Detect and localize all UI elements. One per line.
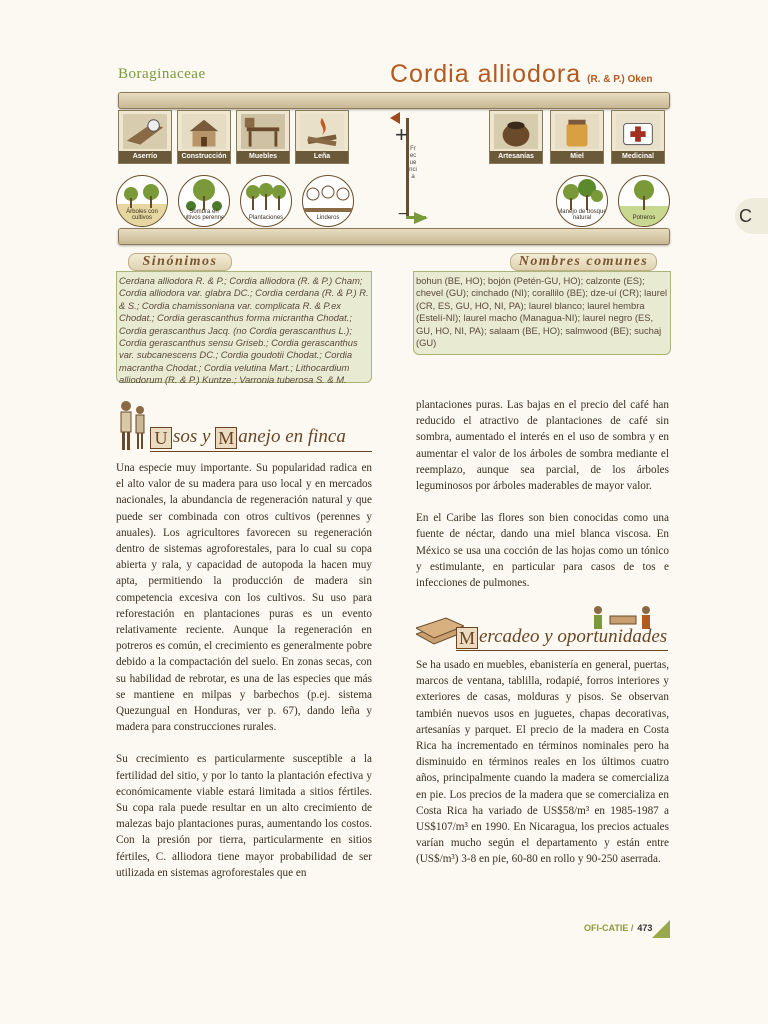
usos-manejo-heading (150, 426, 346, 449)
section-letter-tab: C (735, 198, 768, 234)
system-label: Potreros (632, 215, 656, 221)
species-author: (R. & P.) Oken (587, 74, 653, 85)
mercadeo-heading-text: ercadeo y oportunidades (479, 626, 668, 647)
use-icon-artesanias (489, 110, 543, 164)
use-label: Artesanías (490, 151, 542, 163)
use-label: Construcción (178, 151, 230, 163)
usos-cap-u: U (150, 427, 172, 449)
mercadeo-heading (456, 626, 667, 649)
use-icon-medicinal (611, 110, 665, 164)
right-paragraph-2: En el Caribe las flores son bien conocidas como una fuente de néctar, dando una miel blanca viscosa. En México se usa una cocción de las hojas como un tónico y estimulante, en particular para casos de tos e infecciones de pulmones. (416, 512, 669, 590)
bottom-decorative-bar (118, 228, 670, 245)
page-footer (584, 923, 652, 933)
sinonimos-heading: Sinónimos (128, 253, 232, 271)
furniture-icon (241, 114, 285, 149)
house-icon (182, 114, 226, 149)
mercadeo-paragraph-1: Se ha usado en muebles, ebanistería en general, puertas, marcos de ventana, tablilla, rodapié, forros interiores y exteriores de casas, molduras y pisos. Se observan también nuevos usos en juguetes, chapas decorativas, artesanías y parquet. El precio de la madera en Costa Rica ha incrementado en términos nominales pero ha disminuido en términos reales en los últimos cuatro años, principalmente cuando la madera se comercializa en pie. Los precios de la madera que se comercializa en Costa Rica ha variado de US$58/m³ en 1985-1987 a US$107/m³ en 1990. En Nicaragua, los precios actuales varían mucho según el departamento y están entre (US$/m³) 3-8 en pie, 60-80 en rollo y 90-250 aserrada. (416, 659, 669, 866)
nombres-comunes-text: bohun (BE, HO); bojón (Petén-GU, HO); calzonte (ES); chevel (GU); cinchado (NI); corallilo (BE); dze-uí (CR); laurel (CR, ES, GU, HO, NI, PA); laurel blanco; laurel hembra (Estelí-NI); laurel macho (Managua-NI); laurel negro (ES, GU, HO, NI, PA); salaam (BE, HO); salmwood (BE); suchaj (GU) (416, 275, 668, 349)
farmer-illustration-icon (117, 398, 149, 454)
system-sombra-cultivos-perennes (178, 175, 230, 227)
system-label: Plantaciones (248, 215, 284, 221)
page-number: 473 (637, 923, 653, 933)
nombres-comunes-heading: Nombres comunes (510, 253, 657, 271)
handicraft-icon (494, 114, 538, 149)
firewood-icon (300, 114, 344, 149)
usos-paragraph-2: Su crecimiento es particularmente susceptible a la fertilidad del sitio, y por lo tanto la plantación efectiva y económicamente viable estará limitada a sitios fértiles. Su copa rala puede resultar en un alto crecimiento de malezas bajo plantaciones puras, aumentando los costos. Con la presión por tierra, particularmente en sitios fértiles, C. alliodora tiene mayor probabilidad de ser utilizada en sistemas agroforestales que en (116, 753, 372, 879)
use-icon-muebles (236, 110, 290, 164)
mercadeo-heading-rule (456, 650, 668, 651)
system-label: Árboles con cultivos (126, 209, 158, 221)
system-arboles-con-cultivos (116, 175, 168, 227)
sinonimos-box (116, 271, 372, 386)
usos-cap-m: M (215, 427, 237, 449)
sinonimos-text: Cerdana alliodora R. & P.; Cordia alliodora (R. & P.) Cham; Cordia alliodora var. glabra DC.; Cordia cerdana (R. & P.) R. & S.; Cordia chamissoniana var. complicata R. & P.ex Chodat.; Cordia gerascanthus forma micrantha Chodat.; Cordia gerascanthus Jacq. (no Cordia gerascanthus L.); Cordia gerascanthus sensu Griseb.; Cordia gerascanthus var. subcanescens DC.; Cordia goudotii Chodat.; Cordia macrantha Chodat.; Cordia velutina Mart.; Lithocardium alliodorum (R. & P.) Kuntze.; Varronia tuberosa S. & M. (119, 275, 369, 386)
right-paragraph-1: plantaciones puras. Las bajas en el precio del café han reducido el atractivo de plantaciones de café sin sombra, aumentado el interés en el uso de sombra y en aumentar el valor de los árboles de sombra mediante el reemplazo, aunque sea parcial, de los árboles leguminosos por árboles maderables de mayor valor. (416, 399, 669, 493)
usos-paragraph-1: Una especie muy importante. Su popularidad radica en el alto valor de su madera para uso local y en mercados nacionales, la abundancia de regeneración natural y que puede ser combinada con otros cultivos (perennes y anuales). Los agricultores favorecen su regeneración dentro de sistemas agroforestales, para lo cual su copa abierta y rala, y capacidad de autopoda la hacen muy apta, permitiendo la producción de madera sin competencia excesiva con los cultivos. Su uso para reforestación en plantaciones puras es un evento relativamente reciente. Aunque la regeneración en potreros es común, el crecimiento es generalmente pobre debido a la compactación del suelo. En zonas secas, con su habilidad de rebrotar, es una de las especies que más se mantiene en milpas y barbechos (p.ej. sistema Quezungual en Honduras, ver p. 67), dando leña y madera para construcciones rurales. (116, 462, 372, 734)
frequency-minus: − (398, 206, 408, 223)
page-corner-mark (652, 920, 670, 938)
top-decorative-bar (118, 92, 670, 109)
nombres-comunes-box (413, 271, 671, 355)
use-icon-aserrio (118, 110, 172, 164)
usos-heading-part1: sos y (173, 426, 216, 447)
medicine-kit-icon (616, 114, 660, 149)
usos-heading-part2: anejo en finca (238, 426, 346, 447)
family-name: Boraginaceae (118, 66, 206, 82)
mercadeo-body (416, 657, 669, 868)
footer-source: OFI-CATIE / (584, 923, 634, 933)
use-icon-miel (550, 110, 604, 164)
system-label: Sombra en cultivos perennes (180, 209, 228, 221)
usos-body (116, 460, 372, 881)
species-name: Cordia alliodora (390, 60, 582, 88)
use-label: Aserrío (119, 151, 171, 163)
frequency-label: Frecuencia (409, 146, 417, 180)
use-label: Medicinal (612, 151, 664, 163)
system-manejo-bosque-natural (556, 175, 608, 227)
use-icon-lena (295, 110, 349, 164)
frequency-indicator (388, 108, 428, 228)
use-icon-construccion (177, 110, 231, 164)
sawmill-icon (123, 114, 167, 149)
usos-heading-rule (150, 451, 372, 452)
system-plantaciones (240, 175, 292, 227)
species-title (390, 60, 653, 89)
system-label: Manejo de bosque natural (557, 209, 607, 221)
system-potreros (618, 175, 670, 227)
right-column-body (416, 397, 669, 591)
frequency-plus: + (395, 122, 408, 147)
use-label: Miel (551, 151, 603, 163)
system-label: Linderos (316, 215, 340, 221)
use-label: Leña (296, 151, 348, 163)
mercadeo-cap-m: M (456, 627, 478, 649)
system-linderos (302, 175, 354, 227)
honey-icon (555, 114, 599, 149)
use-label: Muebles (237, 151, 289, 163)
